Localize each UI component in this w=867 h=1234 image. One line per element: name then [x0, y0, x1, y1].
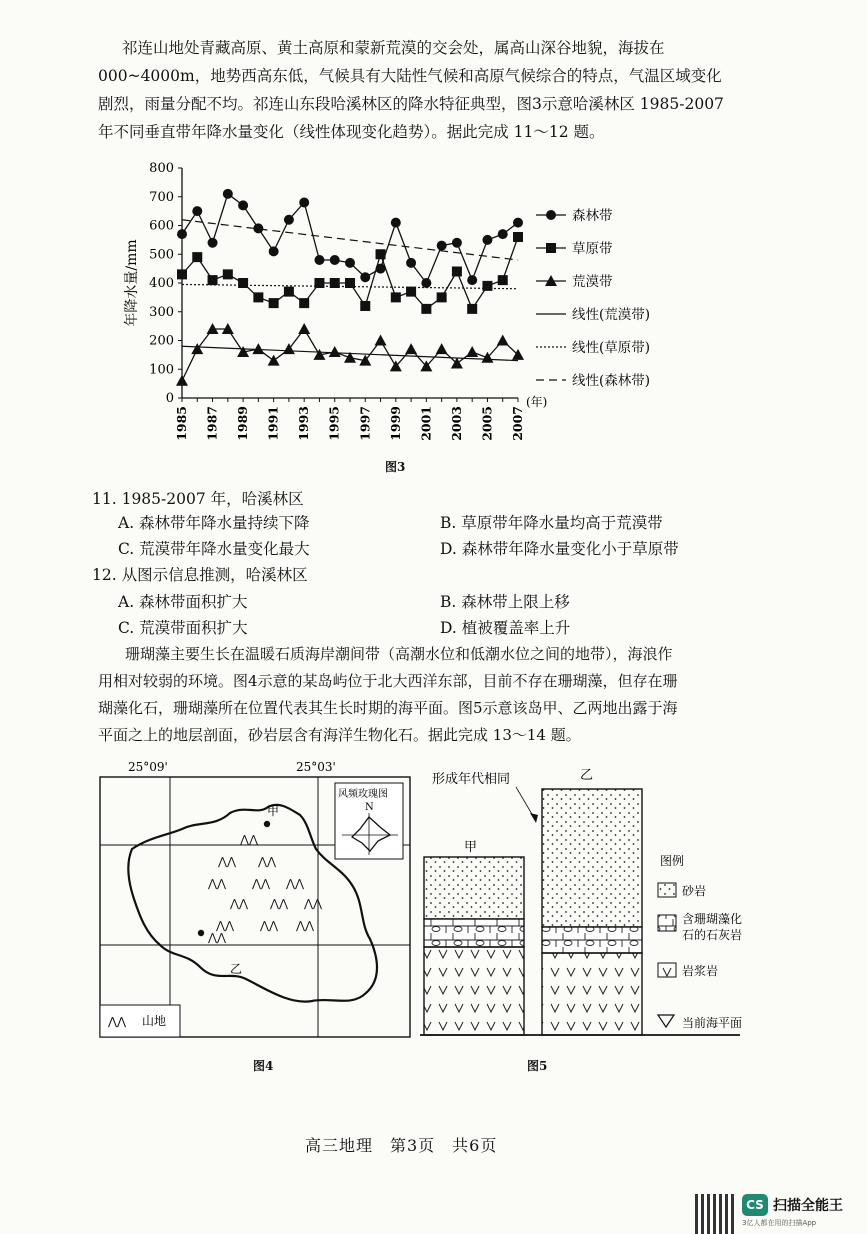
legend-label-5: 线性(森林带) — [572, 373, 651, 389]
series-1-point-2003 — [452, 267, 462, 277]
series-0-point-1993 — [299, 198, 309, 208]
svg-text:⋀⋀: ⋀⋀ — [208, 931, 227, 944]
svg-text:⋀⋀: ⋀⋀ — [230, 897, 249, 910]
x-axis-label: (年) — [526, 395, 548, 409]
q12-stem: 12. 从图示信息推测，哈溪林区 — [92, 566, 308, 584]
x-tick-label-2005: 2005 — [479, 406, 495, 441]
coral-line-2: 用相对较弱的环境。图4示意的某岛屿位于北大西洋东部，目前不存在珊瑚藻，但存在珊 — [98, 672, 678, 690]
same-age-note: 形成年代相同 — [432, 772, 511, 787]
series-1-point-1985 — [177, 269, 187, 279]
app-name: 扫描全能王 — [773, 1198, 843, 1214]
intro-line-1: 祁连山地处青藏高原、黄土高原和蒙新荒漠的交会处，属高山深谷地貌，海拔在 — [122, 39, 665, 57]
q11-option-a: A. 森林带年降水量持续下降 — [118, 514, 310, 532]
series-2-point-1993 — [298, 323, 310, 334]
legend-magma: 岩浆岩 — [682, 964, 719, 978]
legend-limestone-1: 含珊瑚藻化 — [682, 912, 743, 926]
svg-text:⋀⋀: ⋀⋀ — [240, 833, 259, 846]
legend-label-1: 草原带 — [572, 241, 613, 257]
qr-code — [695, 1194, 735, 1234]
series-1-point-1989 — [238, 278, 248, 288]
trendline-2 — [182, 220, 518, 260]
series-1-point-1999 — [391, 292, 401, 302]
legend-marker-0 — [546, 210, 556, 220]
series-1-point-1986 — [192, 252, 202, 262]
q12-option-d: D. 植被覆盖率上升 — [440, 619, 571, 637]
legend-mountain-label: 山地 — [142, 1014, 167, 1028]
series-1-point-2001 — [421, 304, 431, 314]
series-0-point-2005 — [482, 235, 492, 245]
mountain-symbols — [207, 833, 323, 944]
series-1-point-2006 — [498, 275, 508, 285]
legend-marker-1 — [546, 243, 556, 253]
svg-text:⋀⋀: ⋀⋀ — [216, 919, 235, 932]
series-1-point-1992 — [284, 287, 294, 297]
series-2-point-2002 — [436, 343, 448, 354]
coral-line-3: 瑚藻化石，珊瑚藻所在位置代表其生长时期的海平面。图5示意该岛甲、乙两地出露于海 — [98, 699, 678, 717]
intro-line-4: 年不同垂直带年降水量变化（线性体现变化趋势）。据此完成 11～12 题。 — [98, 123, 605, 141]
series-2-point-1986 — [191, 343, 203, 354]
x-tick-label-1993: 1993 — [296, 406, 312, 441]
label-jia: 甲 — [267, 804, 280, 818]
y-tick-label-700: 700 — [149, 189, 174, 205]
svg-text:⋀⋀: ⋀⋀ — [258, 855, 277, 868]
figure5-caption: 图5 — [527, 1059, 548, 1073]
series-0-point-2003 — [452, 238, 462, 248]
series-1-point-1991 — [269, 298, 279, 308]
q12-option-c: C. 荒漠带面积扩大 — [118, 619, 248, 637]
legend-label-3: 线性(荒漠带) — [572, 307, 651, 323]
intro-line-3: 剧烈，雨量分配不均。祁连山东段哈溪林区的降水特征典型，图3示意哈溪林区 1985-2007 — [98, 95, 724, 113]
q12-option-a: A. 森林带面积扩大 — [118, 593, 248, 611]
series-1-point-1993 — [299, 298, 309, 308]
svg-text:⋀⋀: ⋀⋀ — [108, 1015, 127, 1028]
x-tick-label-1987: 1987 — [204, 406, 220, 441]
series-2-point-2006 — [497, 335, 509, 346]
series-0-point-2004 — [467, 275, 477, 285]
series-0-point-2006 — [498, 229, 508, 239]
legend-label-4: 线性(草原带) — [572, 340, 651, 356]
figure4-caption: 图4 — [253, 1059, 274, 1073]
y-tick-label-0: 0 — [165, 391, 174, 406]
precipitation-chart — [110, 158, 670, 448]
y-axis-label: 年降水量/mm — [124, 239, 140, 327]
series-0-point-1996 — [345, 258, 355, 268]
svg-text:⋀⋀: ⋀⋀ — [260, 919, 279, 932]
series-1-point-1997 — [360, 301, 370, 311]
label-jia: 甲 — [464, 840, 478, 855]
series-0-point-2000 — [406, 258, 416, 268]
strata-profile — [420, 765, 760, 1045]
x-tick-label-1999: 1999 — [387, 406, 403, 441]
y-tick-label-800: 800 — [149, 161, 174, 176]
point-jia-marker — [264, 821, 270, 827]
page-footer: 高三地理 第3页 共6页 — [305, 1136, 498, 1155]
series-0-point-1995 — [330, 255, 340, 265]
series-2-point-1990 — [252, 343, 264, 354]
series-0-point-2001 — [421, 278, 431, 288]
intro-line-2: 000~4000m，地势西高东低，气候具有大陆性气候和高原气候综合的特点，气温区域变化 — [98, 67, 722, 85]
series-1-point-2005 — [482, 281, 492, 291]
q12-option-b: B. 森林带上限上移 — [440, 593, 570, 611]
series-0-point-1992 — [284, 215, 294, 225]
series-1-point-2004 — [467, 304, 477, 314]
x-tick-label-2007: 2007 — [510, 406, 525, 441]
q11-option-c: C. 荒漠带年降水量变化最大 — [118, 540, 310, 558]
legend-sea-level: 当前海平面 — [682, 1016, 743, 1030]
y-tick-label-500: 500 — [149, 247, 174, 263]
legend-limestone-2: 石的石灰岩 — [682, 928, 743, 942]
coral-line-1: 珊瑚藻主要生长在温暖石质海岸潮间带（高潮水位和低潮水位之间的地带），海浪作 — [125, 645, 673, 663]
chart-legend — [536, 207, 650, 389]
series-0-point-2002 — [437, 241, 447, 251]
y-tick-label-200: 200 — [149, 333, 174, 349]
app-badge: CS — [742, 1194, 768, 1216]
point-yi-marker — [198, 930, 204, 936]
x-tick-label-1995: 1995 — [326, 406, 342, 441]
series-0-point-1994 — [314, 255, 324, 265]
series-2-point-1992 — [283, 343, 295, 354]
svg-text:⋀⋀: ⋀⋀ — [252, 877, 271, 890]
series-1-point-2000 — [406, 287, 416, 297]
svg-text:⋀⋀: ⋀⋀ — [304, 897, 323, 910]
figure3-caption: 图3 — [385, 460, 406, 474]
y-tick-label-300: 300 — [149, 304, 174, 320]
chart-series — [176, 189, 524, 386]
q11-option-d: D. 森林带年降水量变化小于草原带 — [440, 540, 679, 558]
legend-label-2: 荒漠带 — [572, 274, 613, 290]
lon-label-left: 25°09' — [128, 760, 168, 774]
series-1-point-1994 — [314, 278, 324, 288]
chart-axes — [123, 161, 547, 441]
coral-line-4: 平面之上的地层剖面，砂岩层含有海洋生物化石。据此完成 13～14 题。 — [98, 726, 581, 744]
series-2-point-2004 — [466, 346, 478, 357]
series-1-point-1988 — [223, 269, 233, 279]
legend-sandstone: 砂岩 — [682, 884, 707, 898]
series-0-point-1988 — [223, 189, 233, 199]
series-1-point-1996 — [345, 278, 355, 288]
series-0-point-1990 — [253, 223, 263, 233]
svg-text:⋀⋀: ⋀⋀ — [218, 855, 237, 868]
svg-text:⋀⋀: ⋀⋀ — [296, 919, 315, 932]
series-1-point-2002 — [437, 292, 447, 302]
series-0-point-1987 — [208, 238, 218, 248]
q11-option-b: B. 草原带年降水量均高于荒漠带 — [440, 514, 663, 532]
series-0-point-1999 — [391, 218, 401, 228]
y-tick-label-400: 400 — [149, 276, 174, 291]
fig5-legend-title: 图例 — [660, 854, 685, 868]
chart-trendlines — [182, 220, 518, 361]
x-tick-label-2003: 2003 — [448, 406, 464, 441]
q11-stem: 11. 1985-2007 年，哈溪林区 — [92, 490, 304, 508]
wind-rose-title: 风频玫瑰图 — [338, 789, 388, 800]
series-1-point-1990 — [253, 292, 263, 302]
series-0-point-1986 — [192, 206, 202, 216]
series-0-point-2007 — [513, 218, 523, 228]
series-1-point-1987 — [208, 275, 218, 285]
label-yi: 乙 — [580, 768, 594, 783]
legend-label-0: 森林带 — [572, 208, 613, 224]
x-tick-label-2001: 2001 — [418, 406, 434, 441]
series-2-point-1985 — [176, 375, 188, 386]
series-1-point-1995 — [330, 278, 340, 288]
y-tick-label-600: 600 — [149, 218, 174, 234]
x-tick-label-1985: 1985 — [174, 406, 189, 441]
app-tagline: 3亿人都在用的扫描App — [742, 1219, 817, 1227]
svg-text:⋀⋀: ⋀⋀ — [286, 877, 305, 890]
series-2-point-1995 — [329, 346, 341, 357]
svg-text:⋀⋀: ⋀⋀ — [208, 877, 227, 890]
x-tick-label-1997: 1997 — [357, 406, 373, 441]
series-1-point-2007 — [513, 232, 523, 242]
series-2-point-1991 — [268, 355, 280, 366]
label-yi: 乙 — [230, 962, 243, 976]
series-0-point-1989 — [238, 200, 248, 210]
island-map — [90, 757, 420, 1047]
lon-label-right: 25°03' — [296, 760, 336, 774]
wind-rose-north: N — [365, 802, 374, 813]
series-0-point-1991 — [269, 246, 279, 256]
series-0-point-1985 — [177, 229, 187, 239]
y-tick-label-100: 100 — [149, 362, 174, 378]
x-tick-label-1991: 1991 — [265, 406, 281, 441]
series-2-point-2000 — [405, 343, 417, 354]
svg-text:⋀⋀: ⋀⋀ — [270, 897, 289, 910]
x-tick-label-1989: 1989 — [235, 406, 251, 441]
series-2-point-1998 — [375, 335, 387, 346]
series-1-point-1998 — [376, 249, 386, 259]
series-0-point-1997 — [360, 272, 370, 282]
